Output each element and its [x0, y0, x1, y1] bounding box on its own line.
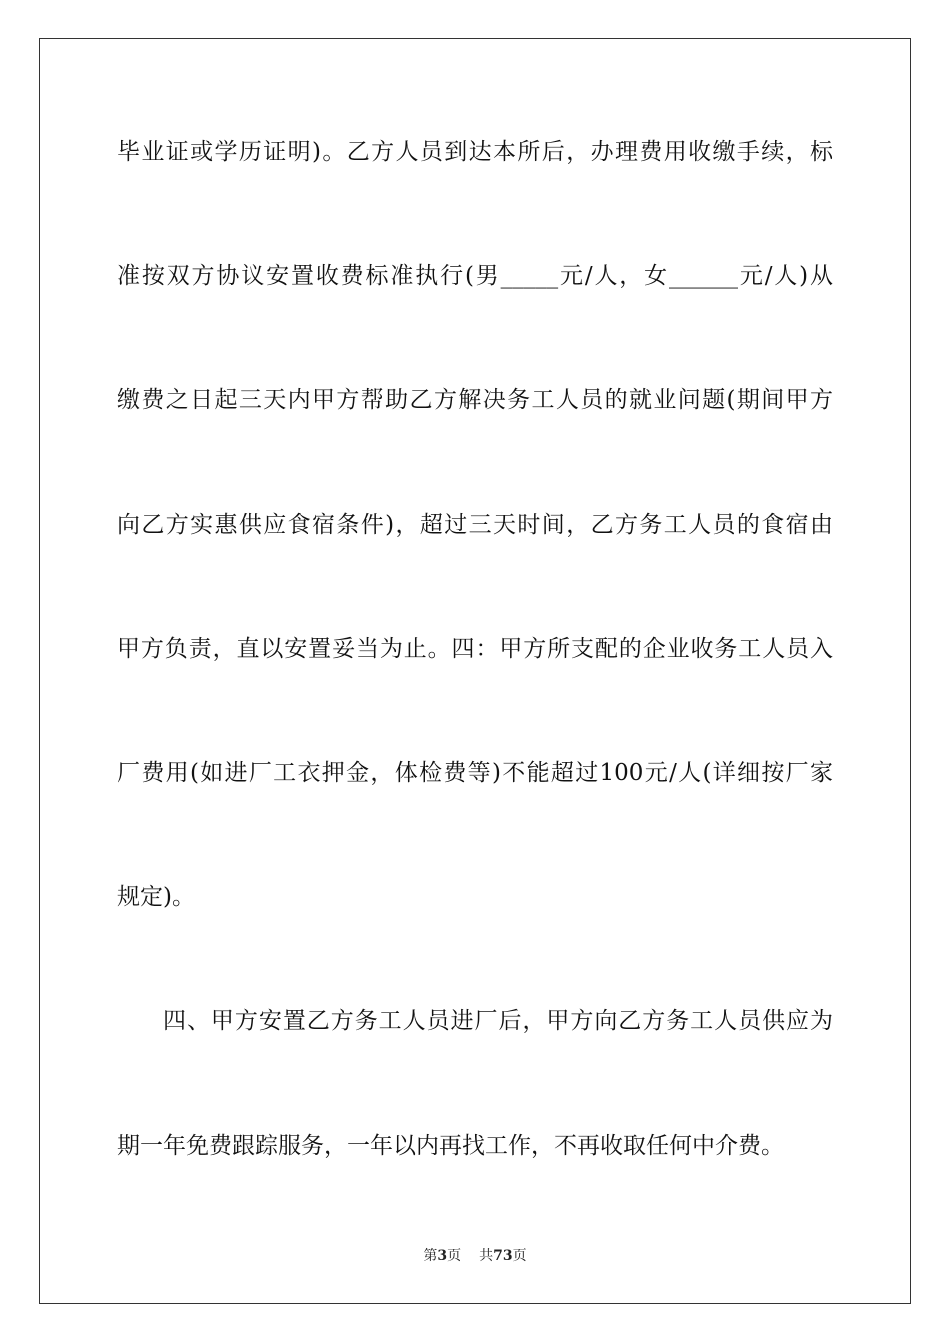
body-line-5: 甲方负责，直以安置妥当为止。四：甲方所支配的企业收务工人员入 [117, 636, 833, 662]
footer-total-prefix: 共 [479, 1248, 494, 1264]
body-line-3: 缴费之日起三天内甲方帮助乙方解决务工人员的就业问题(期间甲方 [117, 387, 833, 413]
page-footer [0, 1246, 950, 1266]
body-line-8: 四、甲方安置乙方务工人员进厂后，甲方向乙方务工人员供应为 [163, 1008, 833, 1034]
body-line-4: 向乙方实惠供应食宿条件)，超过三天时间，乙方务工人员的食宿由 [117, 512, 833, 538]
page-border [39, 38, 911, 1304]
footer-page-number: 3 [437, 1248, 448, 1264]
footer-page-suffix: 页 [447, 1248, 462, 1264]
body-line-1: 毕业证或学历证明)。乙方人员到达本所后，办理费用收缴手续，标 [117, 139, 833, 165]
body-line-2: 准按双方协议安置收费标准执行(男_____元/人，女______元/人)从 [117, 263, 833, 289]
footer-page-prefix: 第 [423, 1248, 438, 1264]
body-line-6: 厂费用(如进厂工衣押金，体检费等)不能超过100元/人(详细按厂家 [117, 760, 833, 786]
body-line-9: 期一年免费跟踪服务，一年以内再找工作，不再收取任何中介费。 [117, 1133, 784, 1159]
footer-total-suffix: 页 [512, 1248, 527, 1264]
body-line-7: 规定)。 [117, 884, 195, 910]
footer-total-pages: 73 [493, 1248, 513, 1264]
